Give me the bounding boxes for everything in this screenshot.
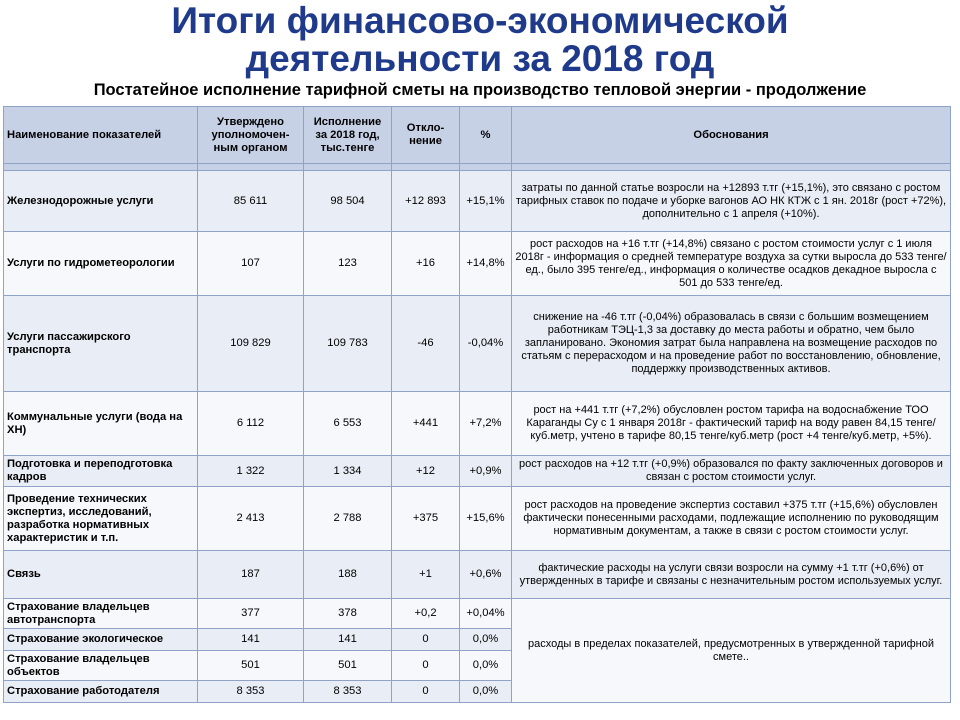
row-actual: 378 <box>304 599 392 629</box>
row-name: Связь <box>4 551 198 599</box>
row-percent: +0,04% <box>460 599 512 629</box>
row-name: Проведение технических экспертиз, исследований, разработка нормативных характеристик и т.п. <box>4 487 198 551</box>
col-header-deviation: Откло-нение <box>392 107 460 164</box>
row-approved: 107 <box>198 232 304 296</box>
row-name: Коммунальные услуги (вода на ХН) <box>4 392 198 456</box>
row-actual: 6 553 <box>304 392 392 456</box>
row-approved: 187 <box>198 551 304 599</box>
row-approved: 109 829 <box>198 296 304 392</box>
row-name: Услуги по гидрометеорологии <box>4 232 198 296</box>
row-approved: 1 322 <box>198 456 304 487</box>
tariff-estimate-table <box>3 106 951 703</box>
row-actual: 141 <box>304 629 392 651</box>
row-percent: 0,0% <box>460 629 512 651</box>
col-header-percent: % <box>460 107 512 164</box>
page-subtitle: Постатейное исполнение тарифной сметы на производство тепловой энергии - продолжение <box>93 81 867 99</box>
col-header-name: Наименование показателей <box>4 107 198 164</box>
row-deviation: +441 <box>392 392 460 456</box>
row-name: Услуги пассажирского транспорта <box>4 296 198 392</box>
row-deviation: 0 <box>392 651 460 681</box>
row-deviation: +375 <box>392 487 460 551</box>
row-deviation: +0,2 <box>392 599 460 629</box>
row-name: Железнодорожные услуги <box>4 171 198 232</box>
row-percent: +7,2% <box>460 392 512 456</box>
row-name: Страхование экологическое <box>4 629 198 651</box>
row-reason: затраты по данной статье возросли на +12893 т.тг (+15,1%), это связано с ростом тарифных ставок по подаче и уборке вагонов АО НК КТЖ с 1 ян. 2018г (рост +72%), дополнительно с 1 апреля (+10%). <box>512 171 951 232</box>
col-header-approved: Утверждено уполномочен-ным органом <box>198 107 304 164</box>
row-name: Страхование владельцев объектов <box>4 651 198 681</box>
row-percent: +15,6% <box>460 487 512 551</box>
row-reason: рост расходов на +12 т.тг (+0,9%) образовался по факту заключенных договоров и связан с ростом стоимости услуг. <box>512 456 951 487</box>
row-deviation: +12 893 <box>392 171 460 232</box>
row-percent: +14,8% <box>460 232 512 296</box>
row-name: Подготовка и переподготовка кадров <box>4 456 198 487</box>
row-approved: 85 611 <box>198 171 304 232</box>
table-header-row <box>4 107 951 164</box>
title-line-2: деятельности за 2018 год <box>245 38 715 79</box>
row-deviation: 0 <box>392 681 460 703</box>
col-header-actual: Исполнение за 2018 год, тыс.тенге <box>304 107 392 164</box>
row-actual: 501 <box>304 651 392 681</box>
row-reason: фактические расходы на услуги связи возросли на сумму +1 т.тг (+0,6%) от утвержденных в тарифе и связаны с незначительным ростом используемых услуг. <box>512 551 951 599</box>
row-approved: 6 112 <box>198 392 304 456</box>
row-approved: 8 353 <box>198 681 304 703</box>
table-row <box>4 392 951 456</box>
row-percent: +0,9% <box>460 456 512 487</box>
row-actual: 8 353 <box>304 681 392 703</box>
table-row <box>4 296 951 392</box>
row-percent: 0,0% <box>460 651 512 681</box>
row-name: Страхование владельцев автотранспорта <box>4 599 198 629</box>
row-actual: 109 783 <box>304 296 392 392</box>
row-reason: снижение на -46 т.тг (-0,04%) образовалась в связи с большим возмещением работникам ТЭЦ-1,3 за доставку до места работы и обратно, чем было запланировано. Экономия затрат была направлена на возмещение расходов по статьям с перерасходом и на проведение работ по восстановлению, обновление, поддержку производственных активов. <box>512 296 951 392</box>
page-title <box>0 2 960 78</box>
row-approved: 2 413 <box>198 487 304 551</box>
row-reason: рост на +441 т.тг (+7,2%) обусловлен ростом тарифа на водоснабжение ТОО Караганды Су с 1 января 2018г - фактический тариф на воду равен 84,15 тенге/куб.метр, учтено в тарифе 80,15 тенге/куб.метр (рост +4 тенге/куб.метр, +5%). <box>512 392 951 456</box>
row-percent: -0,04% <box>460 296 512 392</box>
table-row <box>4 599 951 629</box>
row-actual: 1 334 <box>304 456 392 487</box>
row-percent: +15,1% <box>460 171 512 232</box>
row-approved: 501 <box>198 651 304 681</box>
row-percent: +0,6% <box>460 551 512 599</box>
table-row <box>4 487 951 551</box>
col-header-reason: Обоснования <box>512 107 951 164</box>
title-line-1: Итоги финансово-экономической <box>171 0 789 41</box>
row-name: Страхование работодателя <box>4 681 198 703</box>
row-percent: 0,0% <box>460 681 512 703</box>
row-actual: 123 <box>304 232 392 296</box>
row-reason: рост расходов на +16 т.тг (+14,8%) связано с ростом стоимости услуг с 1 июля 2018г - информация о средней температуре воздуха за сутки выросла до 533 тенге/ед., было 395 тенге/ед., информация о количестве осадков декадное выросла с 501 до 533 тенге/ед. <box>512 232 951 296</box>
row-actual: 188 <box>304 551 392 599</box>
row-deviation: +1 <box>392 551 460 599</box>
merged-reason: расходы в пределах показателей, предусмотренных в утвержденной тарифной смете.. <box>512 599 951 703</box>
table-row <box>4 171 951 232</box>
row-approved: 377 <box>198 599 304 629</box>
row-deviation: +12 <box>392 456 460 487</box>
table-row <box>4 456 951 487</box>
row-approved: 141 <box>198 629 304 651</box>
table-row <box>4 232 951 296</box>
row-actual: 98 504 <box>304 171 392 232</box>
row-deviation: 0 <box>392 629 460 651</box>
row-reason: рост расходов на проведение экспертиз составил +375 т.тг (+15,6%) обусловлен фактически понесенными расходами, подлежащие исполнению по руководящим нормативным документам, а также в связи с ростом стоимости услуг. <box>512 487 951 551</box>
header-spacer-row <box>4 164 951 171</box>
row-deviation: +16 <box>392 232 460 296</box>
row-deviation: -46 <box>392 296 460 392</box>
table-row <box>4 551 951 599</box>
row-actual: 2 788 <box>304 487 392 551</box>
